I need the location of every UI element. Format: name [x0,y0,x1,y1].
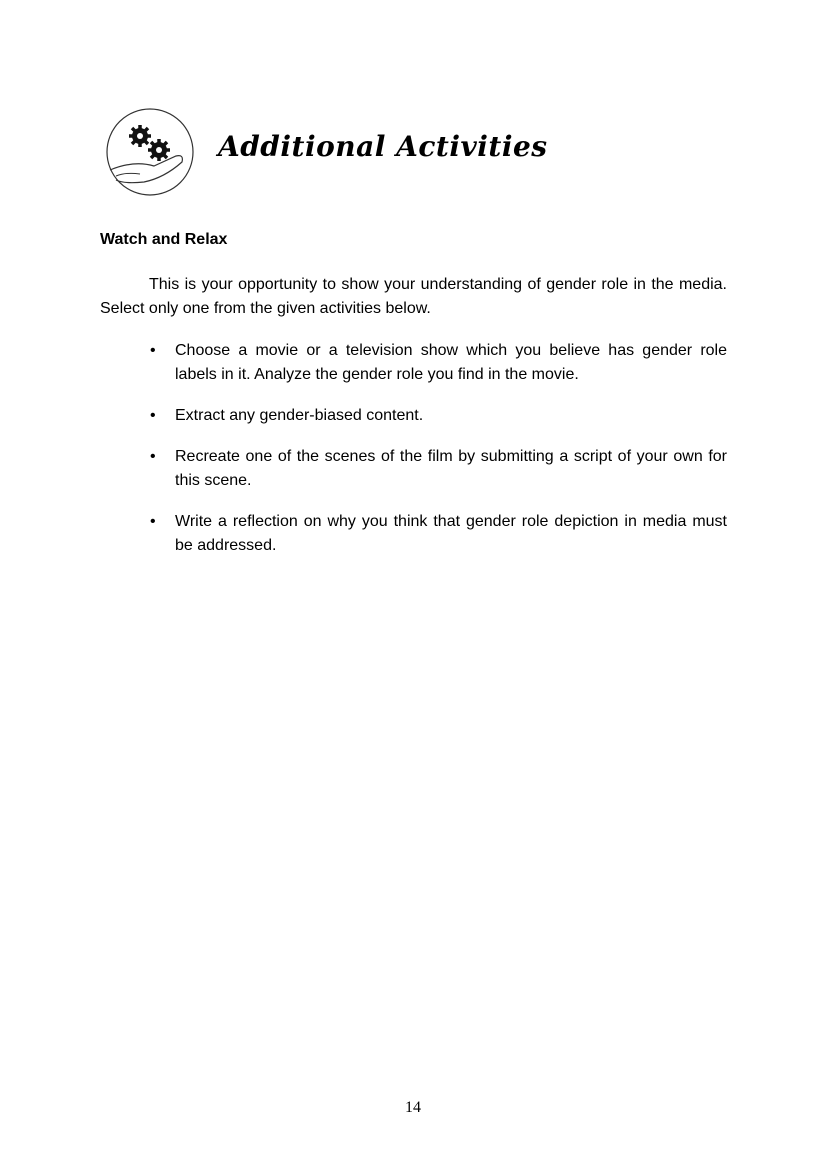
section-subtitle: Watch and Relax [100,231,228,248]
list-item: • Choose a movie or a television show which you believe has gender role labels in it. Analyze the gender role you find in the movie. [150,339,727,387]
page-number: 14 [405,1099,421,1116]
list-item: • Extract any gender-biased content. [150,404,727,428]
list-item: • Recreate one of the scenes of the film by submitting a script of your own for this scene. [150,445,727,493]
list-item: • Write a reflection on why you think that gender role depiction in media must be addressed. [150,510,727,558]
page-title: Additional Activities [218,130,548,163]
intro-paragraph: This is your opportunity to show your understanding of gender role in the media. Select only one from the given activities below. [100,276,727,317]
activity-list [150,339,727,575]
gears-in-hand-icon [104,108,196,196]
